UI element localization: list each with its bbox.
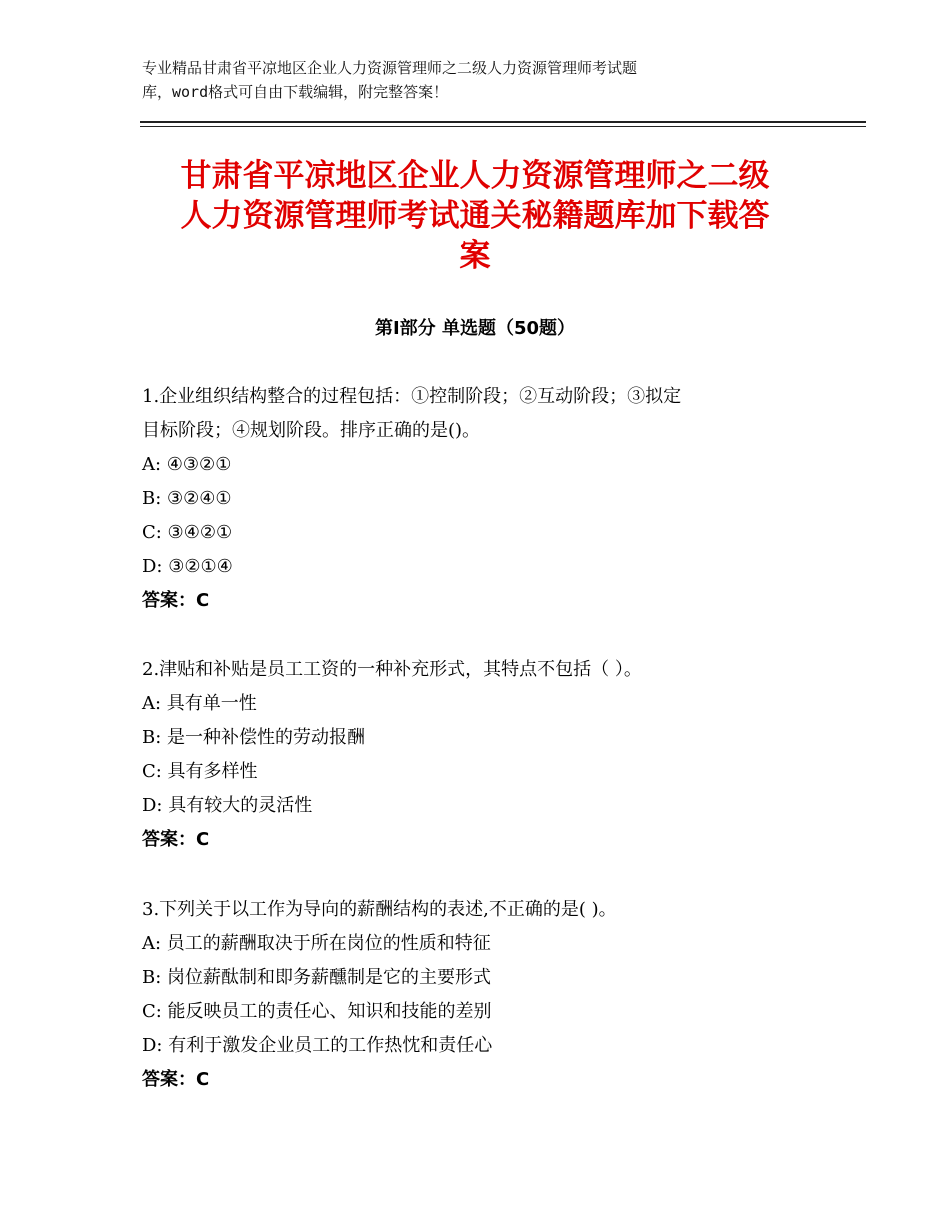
option-b: B: 是一种补偿性的劳动报酬 [142,727,366,748]
question-stem: 1.企业组织结构整合的过程包括：①控制阶段；②互动阶段；③拟定 [142,386,682,407]
header-note [142,56,782,104]
header-note-line: 库，word格式可自由下载编辑，附完整答案！ [142,83,449,101]
title-line: 案 [459,238,491,274]
option-c: C: 具有多样性 [142,761,258,782]
question-stem: 2.津贴和补贴是员工工资的一种补充形式，其特点不包括（ ）。 [142,659,642,680]
header-divider-thin [140,126,866,127]
option-d: D: ③②①④ [142,556,233,577]
option-c: C: ③④②① [142,522,233,543]
option-c: C: 能反映员工的责任心、知识和技能的差别 [142,1001,492,1022]
answer: 答案：C [142,590,210,611]
option-b: B: 岗位薪酞制和即务薪醺制是它的主要形式 [142,967,492,988]
question-1 [142,380,832,618]
option-a: A: 员工的薪酬取决于所在岗位的性质和特征 [142,933,491,954]
section-heading: 第Ⅰ部分 单选题（50题） [374,318,575,339]
option-b: B: ③②④① [142,488,232,509]
title-line: 甘肃省平凉地区企业人力资源管理师之二级 [180,158,770,194]
option-d: D: 具有较大的灵活性 [142,795,313,816]
option-a: A: ④③②① [142,454,232,475]
question-stem: 目标阶段；④规划阶段。排序正确的是()。 [142,420,481,441]
option-d: D: 有利于激发企业员工的工作热忱和责任心 [142,1035,493,1056]
question-2 [142,653,832,857]
header-divider-thick [140,121,866,123]
header-note-line: 专业精品甘肃省平凉地区企业人力资源管理师之二级人力资源管理师考试题 [142,59,638,77]
title-line: 人力资源管理师考试通关秘籍题库加下载答 [180,198,770,234]
answer: 答案：C [142,829,210,850]
question-3 [142,893,832,1097]
answer: 答案：C [142,1069,210,1090]
option-a: A: 具有单一性 [142,693,257,714]
document-title [140,156,810,276]
question-stem: 3.下列关于以工作为导向的薪酬结构的表述,不正确的是( )。 [142,899,617,920]
